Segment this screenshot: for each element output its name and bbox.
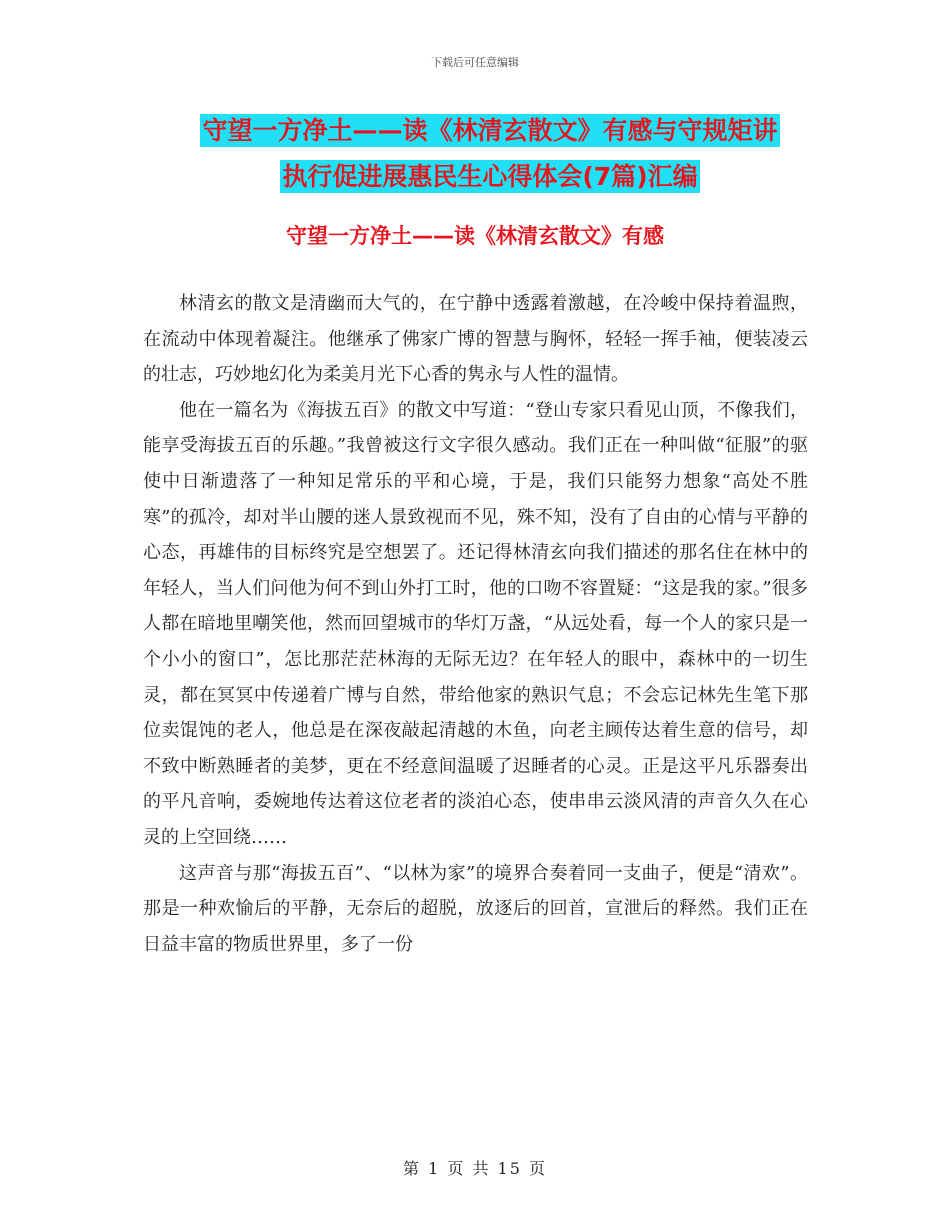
body-text xyxy=(143,286,808,962)
paragraph: 他在一篇名为《海拔五百》的散文中写道：“登山专家只看见山顶，不像我们，能享受海拔五百的乐趣。”我曾被这行文字很久感动。我们正在一种叫做“征服”的驱使中日渐遗落了一种知足常乐的平和心境，于是，我们只能努力想象“高处不胜寒”的孤冷，却对半山腰的迷人景致视而不见，殊不知，没有了自由的心情与平静的心态，再雄伟的目标终究是空想罢了。还记得林清玄向我们描述的那名住在林中的年轻人，当人们问他为何不到山外打工时，他的口吻不容置疑：“这是我的家。”很多人都在暗地里嘲笑他，然而回望城市的华灯万盏，“从远处看，每一个人的家只是一个小小的窗口”，怎比那茫茫林海的无际无边？在年轻人的眼中，森林中的一切生灵，都在冥冥中传递着广博与自然，带给他家的熟识气息；不会忘记林先生笔下那位卖馄饨的老人，他总是在深夜敲起清越的木鱼，向老主顾传达着生意的信号，却不致中断熟睡者的美梦，更在不经意间温暖了迟睡者的心灵。正是这平凡乐器奏出的平凡音响，委婉地传达着这位老者的淡泊心态，使串串云淡风清的声音久久在心灵的上空回绕…… xyxy=(143,399,808,848)
paragraph: 林清玄的散文是清幽而大气的，在宁静中透露着激越，在冷峻中保持着温煦，在流动中体现着凝注。他继承了佛家广博的智慧与胸怀，轻轻一挥手袖，便装凌云的壮志，巧妙地幻化为柔美月光下心香的隽永与人性的温情。 xyxy=(143,293,808,386)
title-line-2-text: 执行促进展惠民生心得体会(7篇)汇编 xyxy=(282,162,698,191)
section-heading: 守望一方净土——读《林清玄散文》有感 xyxy=(286,224,664,248)
paragraph: 这声音与那“海拔五百”、“以林为家”的境界合奏着同一支曲子，便是“清欢”。那是一种欢愉后的平静，无奈后的超脱，放逐后的回首，宣泄后的释然。我们正在日益丰富的物质世界里，多了一份 xyxy=(143,862,808,955)
title-line-1-text: 守望一方净土——读《林清玄散文》有感与守规矩讲 xyxy=(202,116,778,145)
document-title xyxy=(150,108,830,200)
title-line-1 xyxy=(150,108,830,154)
title-line-2 xyxy=(150,154,830,200)
header-note: 下载后可任意编辑 xyxy=(431,56,519,69)
page-footer: 第 1 页 共 15 页 xyxy=(403,1159,547,1178)
